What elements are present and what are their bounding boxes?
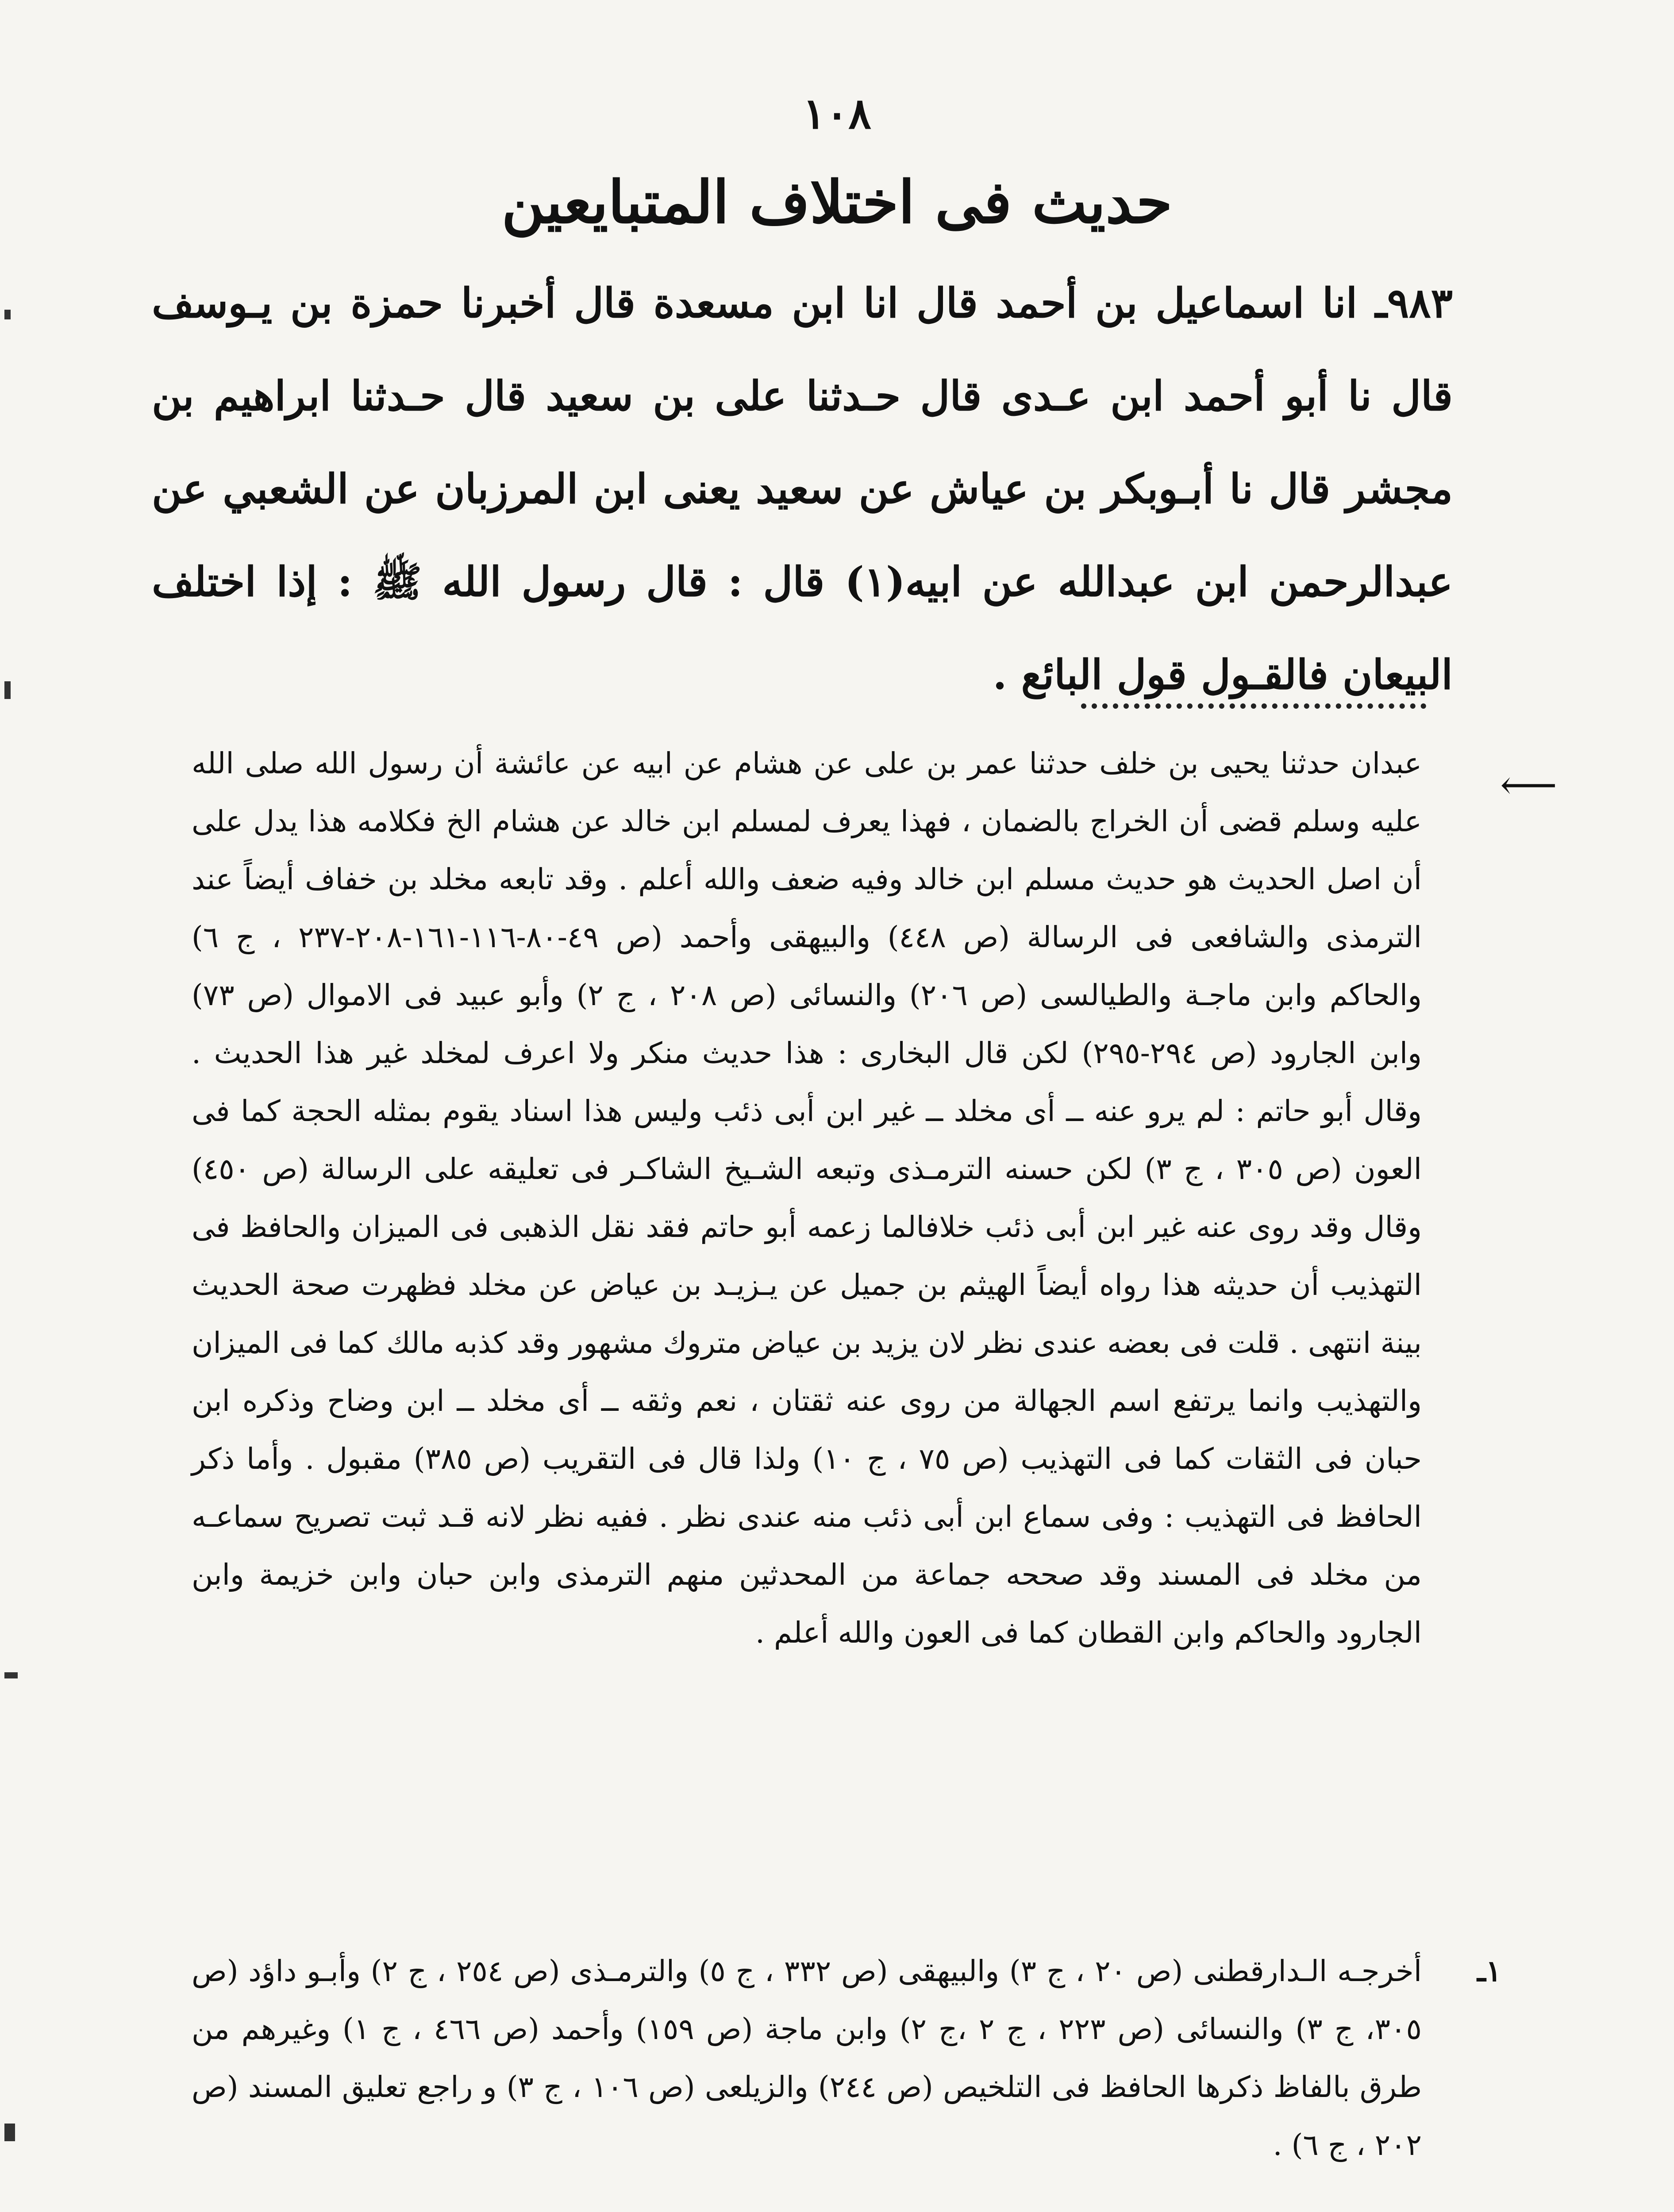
page-number: ١٠٨ [803,88,871,138]
margin-mark [4,2124,15,2141]
footnote-1 [192,1942,1501,2174]
arrow-left-icon: ⟵ [1500,762,1558,808]
margin-mark [4,681,11,699]
footnote-1-text: أخرجـه الـدارقطنى (ص ٢٠ ، ج ٣) والبيهقى (ص ٣٣٢ ، ج ٥) والترمـذى (ص ٢٥٤ ، ج ٢) وأبـو داؤد (ص ٣٠٥، ج ٣) والنسائى (ص ٢٢٣ ، ج ٢ ،ج ٢) وابن ماجة (ص ١٥٩) وأحمد (ص ٤٦٦ ، ج ١) وغيرهم من طرق بالفاظ ذكرها الحافظ فى التلخيص (ص ٢٤٤) والزيلعى (ص ١٠٦ ، ج ٣) و راجع تعليق المسند (ص ٢٠٢ ، ج ٦) . [192,1954,1422,2162]
margin-mark [4,1672,18,1678]
footnote-1-number: ١ـ [1477,1954,1501,1988]
hadith-text [152,257,1453,721]
footnote-continuation-text: عبدان حدثنا يحيى بن خلف حدثنا عمر بن على عن هشام عن ابيه عن عائشة أن رسول الله صلى الله عليه وسلم قضى أن الخراج بالضمان ، فهذا يعرف لمسلم ابن خالد عن هشام الخ فكلامه هذا يدل على أن اصل الحديث هو حديث مسلم ابن خالد وفيه ضعف والله أعلم . وقد تابعه مخلد بن خفاف أيضاً عند الترمذى والشافعى فى الرسالة (ص ٤٤٨) والبيهقى وأحمد (ص ٤٩-٨٠-١١٦-١٦١-٢٠٨-٢٣٧ ، ج ٦) والحاكم وابن ماجـة والطيالسى (ص ٢٠٦) والنسائى (ص ٢٠٨ ، ج ٢) وأبو عبيد فى الاموال (ص ٧٣) وابن الجارود (ص ٢٩٤-٢٩٥) لكن قال البخارى : هذا حديث منكر ولا اعرف لمخلد غير هذا الحديث . وقال أبو حاتم : لم يرو عنه ــ أى مخلد ــ غير ابن أبى ذئب وليس هذا اسناد يقوم بمثله الحجة كما فى العون (ص ٣٠٥ ، ج ٣) لكن حسنه الترمـذى وتبعه الشـيخ الشاكـر فى تعليقه على الرسالة (ص ٤٥٠) وقال وقد روى عنه غير ابن أبى ذئب خلافالما زعمه أبو حاتم فقد نقل الذهبى فى الميزان والحافظ فى التهذيب أن حديثه هذا رواه أيضاً الهيثم بن جميل عن يـزيـد بن عياض عن مخلد فظهرت صحة الحديث بينة انتهى . قلت فى بعضه عندى نظر لان يزيد بن عياض متروك مشهور وقد كذبه مالك كما فى الميزان والتهذيب وانما يرتفع اسم الجهالة من روى عنه ثقتان ، نعم وثقه ــ أى مخلد ــ ابن وضاح وذكره ابن حبان فى الثقات كما فى التهذيب (ص ٧٥ ، ج ١٠) ولذا قال فى التقريب (ص ٣٨٥) مقبول . وأما ذكر الحافظ فى التهذيب : وفى سماع ابن أبى ذئب منه عندى نظر . ففيه نظر لانه قـد ثبت تصريح سماعـه من مخلد فى المسند وقد صححه جماعة من المحدثين منهم الترمذى وابن حبان وابن خزيمة وابن الجارود والحاكم وابن القطان كما فى العون والله أعلم . [192,746,1422,1650]
footnote-continuation [192,734,1422,1662]
hadith-paragraph: ٩٨٣ـ انا اسماعيل بن أحمد قال انا ابن مسعدة قال أخبرنا حمزة بن يـوسف قال نا أبو أحمد ابن عـدى قال حـدثنا على بن سعيد قال حـدثنا ابراهيم بن مجشر قال نا أبـوبكر بن عياش عن سعيد يعنى ابن المرزبان عن الشعبي عن عبدالرحمن ابن عبدالله عن ابيه(١) قال : قال رسول الله ﷺ : إذا اختلف البيعان فالقـول قول البائع . [152,279,1453,699]
footnote-separator [1081,703,1426,709]
chapter-title: حديث فى اختلاف المتبايعين [501,168,1173,237]
margin-mark [4,310,11,319]
